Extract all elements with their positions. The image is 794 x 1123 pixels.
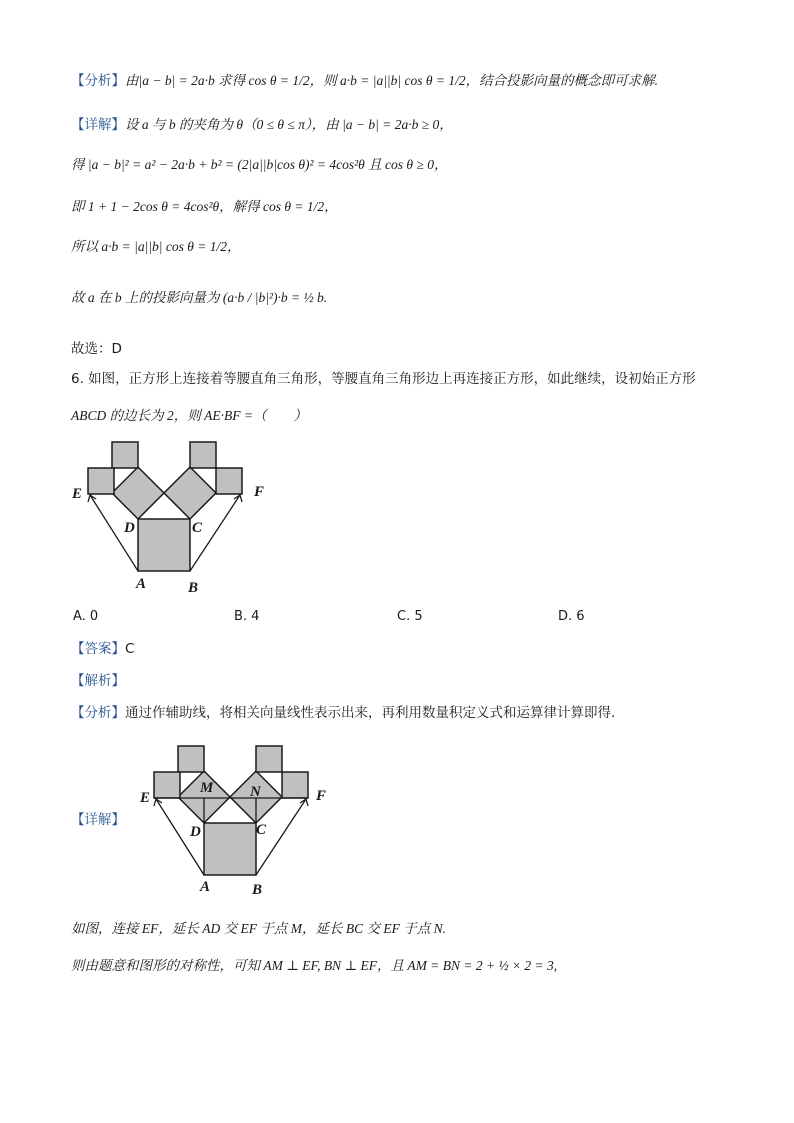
label-e: E: [140, 790, 151, 806]
detail-line-3: [71, 198, 338, 216]
choice-b: B. 4: [234, 609, 260, 624]
label-d: D: [124, 520, 135, 536]
square-left-side: [154, 772, 180, 798]
final-text-2: 则由题意和图形的对称性，可知 AM ⊥ EF, BN ⊥ EF，且 AM = BN = 2 + ½ × 2 = 3,: [71, 958, 558, 973]
square-left-side: [88, 468, 114, 494]
square-abcd: [204, 823, 256, 875]
final-line-1: [71, 920, 446, 938]
label-a: A: [200, 879, 211, 895]
detail-line-1: [71, 116, 453, 134]
detail-line-5: [71, 289, 327, 307]
detail-text-5: 故 a 在 b 上的投影向量为 (a·b / |b|²)·b = ½ b.: [71, 290, 328, 305]
fenxi-text: 通过作辅助线，将相关向量线性表示出来，再利用数量积定义式和运算律计算即得.: [125, 705, 616, 721]
detail-text-2: 得 |a − b|² = a² − 2a·b + b² = (2|a||b|cos θ)² = 4cos²θ 且 cos θ ≥ 0，: [71, 157, 448, 172]
label-a: A: [136, 576, 147, 592]
square-right-top: [256, 746, 282, 772]
jiexi-line: [71, 672, 125, 690]
label-c: C: [192, 520, 203, 536]
analysis-text: 由|a − b| = 2a·b 求得 cos θ = 1/2，则 a·b = |a||b| cos θ = 1/2，结合投影向量的概念即可求解.: [125, 73, 658, 88]
square-right-side: [282, 772, 308, 798]
detail-text-4: 所以 a·b = |a||b| cos θ = 1/2，: [71, 239, 241, 254]
square-left-top: [178, 746, 204, 772]
label-e: E: [72, 486, 83, 502]
figure-1: [68, 438, 278, 598]
question-6-line-1: 6. 如图，正方形上连接着等腰直角三角形，等腰直角三角形边上再连接正方形，如此继续，设初始正方形: [71, 371, 696, 387]
fenxi-line: [71, 704, 615, 722]
label-c: C: [256, 822, 267, 838]
xiangjie-line: [71, 811, 125, 829]
square-abcd: [138, 519, 190, 571]
label-d: D: [190, 824, 201, 840]
choose-line: 故选：D: [71, 341, 122, 357]
fenxi-tag: 【分析】: [71, 705, 125, 721]
square-right-top: [190, 442, 216, 468]
detail-line-4: [71, 238, 240, 256]
final-line-2: [71, 957, 557, 975]
choice-d: D. 6: [558, 609, 585, 624]
choice-a: A. 0: [73, 609, 99, 624]
xiangjie-tag: 【详解】: [71, 812, 125, 828]
detail-text-1: 设 a 与 b 的夹角为 θ（0 ≤ θ ≤ π），由 |a − b| = 2a·b ≥ 0，: [125, 117, 453, 132]
answer-line: [71, 640, 134, 658]
label-b: B: [252, 882, 263, 898]
answer-tag: 【答案】: [71, 641, 125, 657]
detail-text-3: 即 1 + 1 − 2cos θ = 4cos²θ，解得 cos θ = 1/2，: [71, 199, 338, 214]
square-left-mid: [112, 467, 164, 519]
label-f: F: [254, 484, 265, 500]
label-f: F: [316, 788, 327, 804]
detail-line-2: [71, 156, 447, 174]
figure-2: [136, 738, 346, 898]
question-6-text: ABCD 的边长为 2，则 AE·BF =（ ）: [71, 408, 307, 423]
final-text-1: 如图，连接 EF，延长 AD 交 EF 于点 M，延长 BC 交 EF 于点 N.: [71, 921, 446, 936]
choice-c: C. 5: [397, 609, 423, 624]
label-m: M: [200, 780, 214, 796]
label-b: B: [188, 580, 199, 596]
jiexi-tag: 【解析】: [71, 673, 125, 689]
analysis-line: [71, 72, 658, 90]
square-right-mid: [164, 467, 216, 519]
label-n: N: [250, 784, 261, 800]
question-6-line-2: [71, 407, 307, 425]
square-right-side: [216, 468, 242, 494]
answer-value: C: [125, 641, 135, 657]
square-left-top: [112, 442, 138, 468]
detail-tag: 【详解】: [71, 117, 125, 133]
analysis-tag: 【分析】: [71, 73, 125, 89]
